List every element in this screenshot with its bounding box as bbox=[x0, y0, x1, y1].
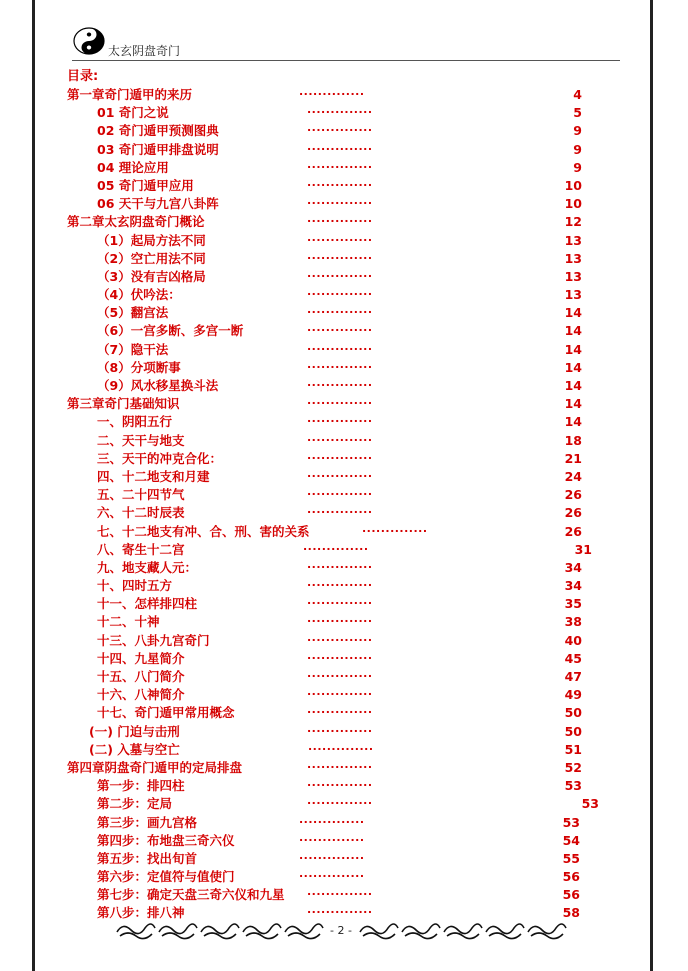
toc-page-number: 5 bbox=[573, 105, 582, 121]
toc-leader-dots: .............. bbox=[307, 485, 373, 499]
toc-leader-dots: .............. bbox=[307, 903, 373, 917]
toc-page-number: 13 bbox=[564, 250, 582, 266]
toc-leader-dots: .............. bbox=[307, 721, 373, 735]
toc-entry-label: 05 奇门遁甲应用 bbox=[97, 177, 194, 193]
toc-entry-label: （4）伏吟法： bbox=[97, 287, 181, 303]
toc-page-number: 50 bbox=[564, 723, 582, 739]
toc-leader-dots: .............. bbox=[307, 357, 373, 371]
toc-leader-dots: .............. bbox=[307, 157, 373, 171]
toc-page-number: 34 bbox=[564, 559, 582, 575]
toc-leader-dots: .............. bbox=[307, 576, 373, 590]
toc-entry-label: 第三章奇门基础知识 bbox=[67, 396, 180, 412]
toc-entry-label: 九、地支藏人元： bbox=[97, 559, 198, 575]
toc-leader-dots: .............. bbox=[307, 430, 373, 444]
toc-leader-dots: .............. bbox=[307, 594, 373, 608]
toc-entry-label: 第七步：确定天盘三奇六仪和九星 bbox=[97, 887, 285, 903]
toc-leader-dots: .............. bbox=[307, 103, 373, 117]
toc-entry-label: (二) 入墓与空亡 bbox=[89, 741, 180, 757]
toc-entry-label: （3）没有吉凶格局 bbox=[97, 268, 206, 284]
toc-page-number: 58 bbox=[562, 905, 580, 921]
page-footer bbox=[115, 918, 570, 944]
toc-entry-label: （2）空亡用法不同 bbox=[97, 250, 206, 266]
toc-leader-dots: .............. bbox=[307, 757, 373, 771]
toc-page-number: 53 bbox=[581, 796, 599, 812]
toc-page-number: 9 bbox=[573, 141, 582, 157]
toc-entry-label: 03 奇门遁甲排盘说明 bbox=[97, 141, 219, 157]
toc-entry-label: 06 天干与九宫八卦阵 bbox=[97, 196, 219, 212]
toc-page-number: 9 bbox=[573, 159, 582, 175]
toc-page-number: 35 bbox=[564, 596, 582, 612]
toc-entry-label: 三、天干的冲克合化： bbox=[97, 450, 223, 466]
toc-page-number: 45 bbox=[564, 650, 582, 666]
toc-entry-label: 第八步：排八神 bbox=[97, 905, 185, 921]
toc-leader-dots: .............. bbox=[307, 466, 373, 480]
toc-page-number: 56 bbox=[562, 869, 580, 885]
toc-page-number: 14 bbox=[564, 341, 582, 357]
toc-entry-label: 十、四时五方 bbox=[97, 578, 173, 594]
toc-entry-label: 第二章太玄阴盘奇门概论 bbox=[67, 214, 205, 230]
yin-yang-icon bbox=[72, 26, 106, 56]
toc-entry-label: 十七、奇门遁甲常用概念 bbox=[97, 705, 235, 721]
toc-leader-dots: .............. bbox=[307, 448, 373, 462]
toc-entry-label: 五、二十四节气 bbox=[97, 487, 185, 503]
toc-entry-label: 01 奇门之说 bbox=[97, 105, 169, 121]
toc-page-number: 31 bbox=[574, 541, 592, 557]
toc-page-number: 13 bbox=[564, 268, 582, 284]
toc-entry-label: （6）一宫多断、多宫一断 bbox=[97, 323, 244, 339]
toc-entry-label: 第四章阴盘奇门遁甲的定局排盘 bbox=[67, 759, 243, 775]
toc-page-number: 52 bbox=[564, 759, 582, 775]
toc-entry-label: 第一步：排四柱 bbox=[97, 778, 185, 794]
toc-heading: 目录: bbox=[67, 69, 99, 84]
toc-entry-label: 第五步：找出旬首 bbox=[97, 850, 198, 866]
toc-page-number: 40 bbox=[564, 632, 582, 648]
toc-leader-dots: .............. bbox=[308, 739, 374, 753]
toc-entry-label: 二、天干与地支 bbox=[97, 432, 185, 448]
toc-leader-dots: .............. bbox=[307, 230, 373, 244]
toc-entry-label: 第二步：定局 bbox=[97, 796, 173, 812]
toc-page-number: 53 bbox=[564, 778, 582, 794]
page-number: - 2 - bbox=[330, 924, 352, 937]
toc-leader-dots: .............. bbox=[307, 503, 373, 517]
toc-entry-label: 十三、八卦九宫奇门 bbox=[97, 632, 210, 648]
toc-leader-dots: .............. bbox=[307, 412, 373, 426]
toc-entry[interactable] bbox=[67, 504, 597, 522]
toc-entry-label: 八、寄生十二宫 bbox=[97, 541, 185, 557]
toc-entry-label: （5）翻宫法 bbox=[97, 305, 169, 321]
toc-page-number: 13 bbox=[564, 287, 582, 303]
toc-page-number: 54 bbox=[562, 832, 580, 848]
toc-entry-label: （9）风水移星换斗法 bbox=[97, 378, 219, 393]
toc-page-number: 14 bbox=[564, 305, 582, 321]
toc-leader-dots: .............. bbox=[307, 376, 373, 389]
toc-leader-dots: .............. bbox=[307, 557, 373, 571]
toc-entry-label: 十二、十神 bbox=[97, 614, 160, 630]
toc-leader-dots: .............. bbox=[299, 848, 365, 862]
toc-leader-dots: .............. bbox=[307, 794, 373, 808]
toc-page-number: 26 bbox=[564, 523, 582, 539]
toc-page-number: 34 bbox=[564, 578, 582, 594]
toc-page-number: 14 bbox=[564, 323, 582, 339]
toc-entry-label: 第四步：布地盘三奇六仪 bbox=[97, 832, 235, 848]
toc-entry-label: 04 理论应用 bbox=[97, 159, 169, 175]
toc-leader-dots: .............. bbox=[299, 830, 365, 844]
toc-page-number: 24 bbox=[564, 468, 582, 484]
toc-leader-dots: .............. bbox=[307, 121, 373, 135]
toc-leader-dots: .............. bbox=[307, 175, 373, 189]
toc-entry-label: 第三步：画九宫格 bbox=[97, 814, 198, 830]
toc-entry-label: 十五、八门简介 bbox=[97, 669, 185, 684]
toc-page-number: 55 bbox=[562, 850, 580, 866]
page-border-right bbox=[650, 0, 653, 971]
toc-leader-dots: .............. bbox=[307, 685, 373, 699]
toc-page-number: 9 bbox=[573, 123, 582, 139]
toc-page-number: 13 bbox=[564, 232, 582, 248]
toc-entry-label: 第一章奇门遁甲的来历 bbox=[67, 87, 193, 102]
toc-leader-dots: .............. bbox=[299, 867, 365, 881]
toc-leader-dots: .............. bbox=[307, 648, 373, 662]
toc-leader-dots: .............. bbox=[307, 885, 373, 899]
table-of-contents bbox=[67, 68, 597, 923]
toc-entry-label: 一、阴阳五行 bbox=[97, 414, 173, 430]
toc-page-number: 14 bbox=[564, 378, 582, 393]
toc-page-number: 21 bbox=[564, 450, 582, 466]
toc-leader-dots: .............. bbox=[307, 703, 373, 717]
toc-leader-dots: .............. bbox=[307, 285, 373, 299]
toc-entry-label: （1）起局方法不同 bbox=[97, 232, 206, 248]
toc-entry-label: 六、十二时辰表 bbox=[97, 505, 185, 521]
toc-page-number: 4 bbox=[573, 87, 582, 102]
toc-page-number: 51 bbox=[564, 741, 582, 757]
toc-leader-dots: .............. bbox=[303, 539, 369, 553]
toc-leader-dots: .............. bbox=[307, 321, 373, 335]
page-header bbox=[72, 26, 620, 61]
toc-entry-label: 十六、八神简介 bbox=[97, 687, 185, 703]
toc-page-number: 47 bbox=[564, 669, 582, 684]
toc-leader-dots: .............. bbox=[307, 630, 373, 644]
toc-leader-dots: .............. bbox=[307, 612, 373, 626]
header-title: 太玄阴盘奇门 bbox=[108, 44, 181, 58]
toc-entry-label: 02 奇门遁甲预测图典 bbox=[97, 123, 219, 139]
toc-entry-label: （8）分项断事 bbox=[97, 359, 181, 375]
toc-leader-dots: .............. bbox=[307, 212, 373, 226]
toc-page-number: 38 bbox=[564, 614, 582, 630]
toc-leader-dots: .............. bbox=[299, 812, 365, 826]
toc-leader-dots: .............. bbox=[307, 303, 373, 317]
toc-leader-dots: .............. bbox=[362, 521, 428, 535]
toc-page-number: 10 bbox=[564, 177, 582, 193]
toc-page-number: 26 bbox=[564, 487, 582, 503]
toc-entry-label: 第六步：定值符与值使门 bbox=[97, 869, 235, 885]
toc-entry-label: 七、十二地支有冲、合、刑、害的关系 bbox=[97, 523, 310, 539]
toc-entry-label: (一) 门迫与击刑 bbox=[89, 723, 180, 739]
toc-entry-label: 十四、九星简介 bbox=[97, 650, 185, 666]
toc-page-number: 14 bbox=[564, 396, 582, 412]
toc-page-number: 10 bbox=[564, 196, 582, 212]
toc-page-number: 14 bbox=[564, 414, 582, 430]
toc-page-number: 53 bbox=[562, 814, 580, 830]
toc-entry-label: 十一、怎样排四柱 bbox=[97, 596, 198, 612]
toc-leader-dots: .............. bbox=[307, 266, 373, 280]
toc-entry-label: （7）隐干法 bbox=[97, 341, 169, 357]
toc-leader-dots: .............. bbox=[307, 776, 373, 790]
toc-page-number: 12 bbox=[564, 214, 582, 230]
toc-page-number: 50 bbox=[564, 705, 582, 721]
toc-leader-dots: .............. bbox=[307, 667, 373, 680]
toc-page-number: 26 bbox=[564, 505, 582, 521]
toc-leader-dots: .............. bbox=[307, 194, 373, 208]
toc-leader-dots: .............. bbox=[307, 394, 373, 408]
toc-leader-dots: .............. bbox=[307, 139, 373, 153]
toc-page-number: 14 bbox=[564, 359, 582, 375]
toc-page-number: 56 bbox=[562, 887, 580, 903]
toc-leader-dots: .............. bbox=[299, 85, 365, 98]
toc-leader-dots: .............. bbox=[307, 248, 373, 262]
toc-page-number: 49 bbox=[564, 687, 582, 703]
toc-leader-dots: .............. bbox=[307, 339, 373, 353]
page-border-left bbox=[32, 0, 35, 971]
toc-page-number: 18 bbox=[564, 432, 582, 448]
toc-rows bbox=[67, 86, 597, 923]
toc-entry-label: 四、十二地支和月建 bbox=[97, 468, 210, 484]
